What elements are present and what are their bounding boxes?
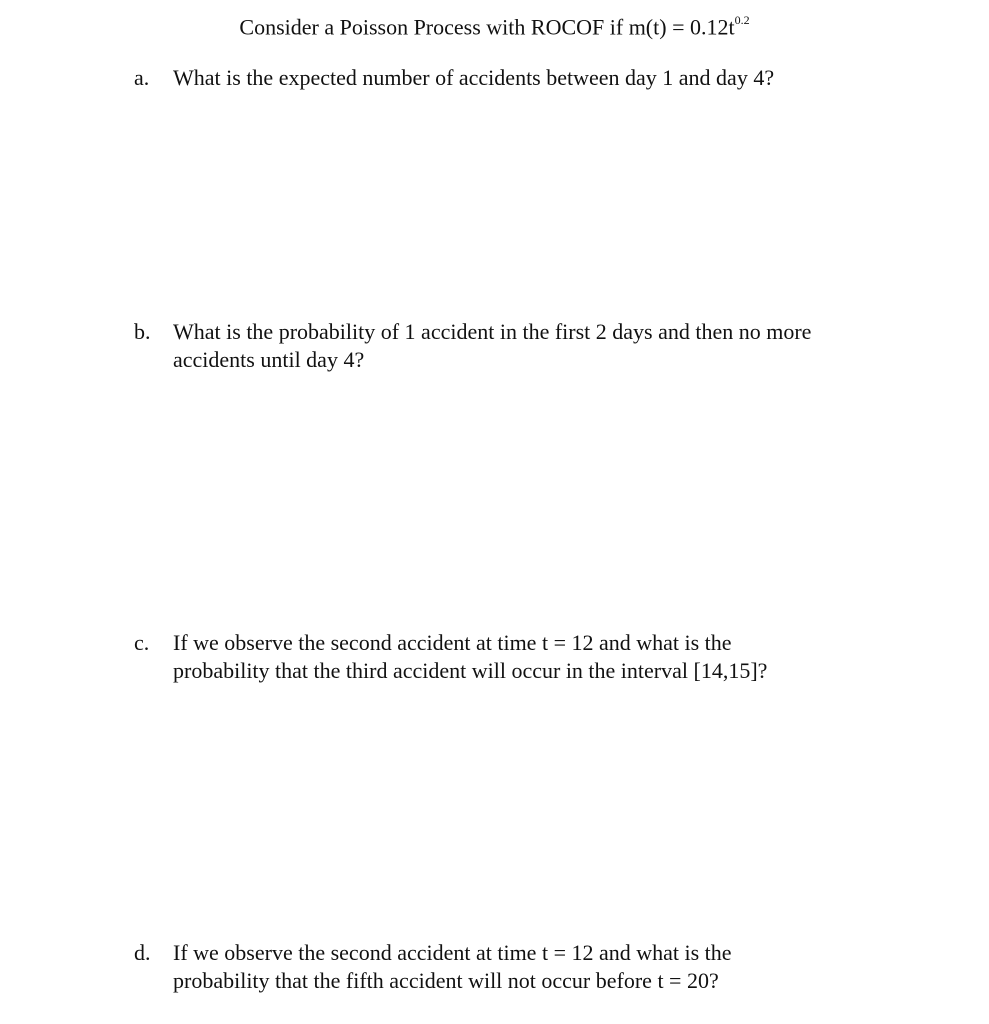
question-line: accidents until day 4? (173, 347, 365, 372)
question-label: c. (134, 630, 150, 655)
question-text (173, 64, 913, 92)
question-line: probability that the fifth accident will not occur before t = 20? (173, 968, 719, 993)
question-text (173, 629, 913, 685)
page-title (0, 8, 989, 41)
question-line: If we observe the second accident at time t = 12 and what is the (173, 630, 732, 655)
title-exponent: 0.2 (734, 13, 750, 27)
question-text (173, 318, 913, 374)
question-label: d. (134, 940, 151, 965)
question-line: probability that the third accident will occur in the interval [14,15]? (173, 658, 768, 683)
question-line: What is the probability of 1 accident in the first 2 days and then no more (173, 319, 812, 344)
title-text: Consider a Poisson Process with ROCOF if m(t) = 0.12t (239, 14, 735, 40)
question-label: b. (134, 319, 151, 344)
question-label: a. (134, 65, 150, 90)
question-text (173, 939, 913, 995)
question-line: What is the expected number of accidents between day 1 and day 4? (173, 65, 775, 90)
question-line: If we observe the second accident at time t = 12 and what is the (173, 940, 732, 965)
